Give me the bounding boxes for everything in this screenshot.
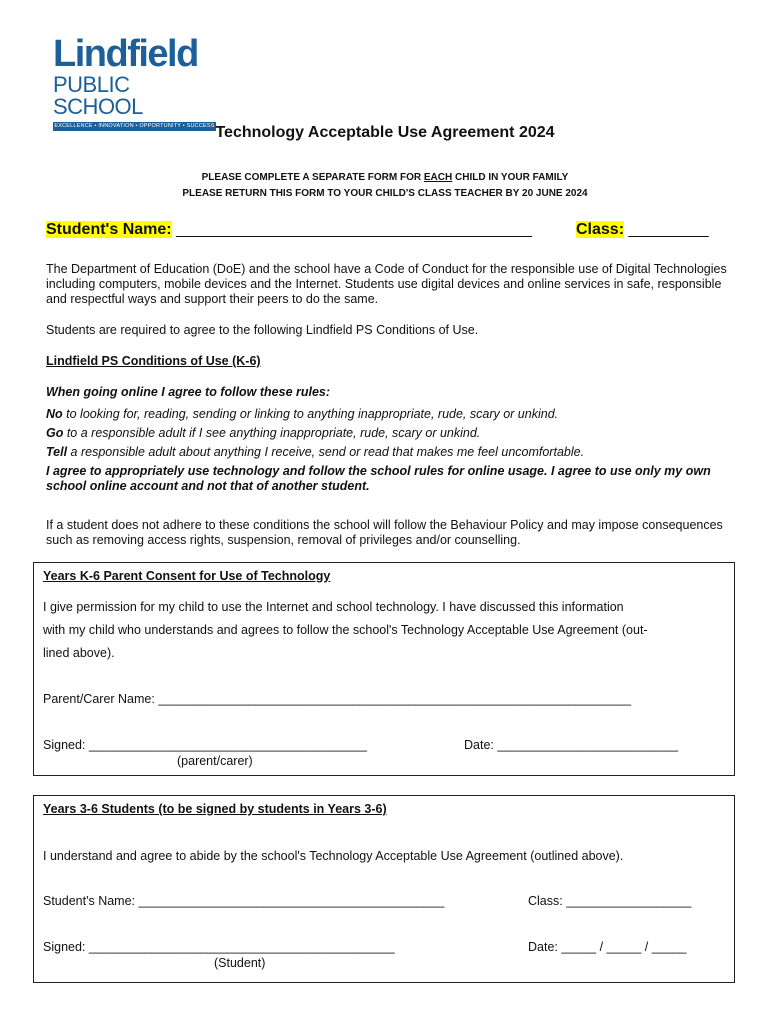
student-box-heading: Years 3-6 Students (to be signed by students in Years 3-6): [43, 802, 387, 816]
class-label: Class:: [576, 221, 625, 238]
student-date-field[interactable]: Date: _____ / _____ / _____: [528, 940, 687, 954]
logo-tagline: EXCELLENCE • INNOVATION • OPPORTUNITY • SUCCESS: [54, 123, 215, 129]
class-field[interactable]: [576, 221, 709, 239]
student-signature-field[interactable]: Signed: ____________________________________________: [43, 940, 395, 954]
instruction-line-2: PLEASE RETURN THIS FORM TO YOUR CHILD'S CLASS TEACHER BY 20 JUNE 2024: [182, 188, 588, 199]
rules-heading: When going online I agree to follow these rules:: [46, 385, 331, 399]
rule-no: No to looking for, reading, sending or linking to anything inappropriate, rude, scary or unkind.: [46, 407, 559, 421]
student-signature-box: [33, 795, 735, 983]
consequences-paragraph: If a student does not adhere to these conditions the school will follow the Behaviour Policy and may impose consequences such as removing access rights, suspension, removal of privileges and/or counselling.: [46, 518, 723, 547]
parent-consent-line-1: I give permission for my child to use the Internet and school technology. I have discussed this information: [43, 600, 624, 614]
each-emphasis: EACH: [423, 172, 453, 183]
intro-paragraph: The Department of Education (DoE) and the school have a Code of Conduct for the responsible use of Digital Technologies including computers, mobile devices and the Internet. Students use digital devices and online services in safe, responsible and respectful ways and support their peers to do the same.: [46, 262, 727, 306]
logo-subtitle: PUBLIC SCHOOL: [53, 72, 143, 119]
instruction-line-1: PLEASE COMPLETE A SEPARATE FORM FOR EACH CHILD IN YOUR FAMILY: [201, 172, 569, 183]
conditions-heading: Lindfield PS Conditions of Use (K-6): [46, 354, 261, 368]
student-class-field[interactable]: Class: __________________: [528, 894, 692, 908]
parent-name-field[interactable]: Parent/Carer Name: ____________________________________________________________________: [43, 692, 632, 706]
student-signature-caption: (Student): [214, 956, 266, 970]
logo-name: Lindfield: [53, 33, 198, 75]
rule-tell: Tell a responsible adult about anything I receive, send or read that makes me feel uncomfortable.: [46, 445, 585, 459]
student-name-label: Student's Name:: [46, 221, 172, 238]
parent-consent-line-3: lined above).: [43, 646, 115, 660]
student-name-line[interactable]: ________________________________________: [176, 221, 532, 238]
required-text: Students are required to agree to the following Lindfield PS Conditions of Use.: [46, 323, 479, 337]
parent-consent-box: [33, 562, 735, 776]
student-name-field[interactable]: [46, 221, 532, 239]
agreement-statement: I agree to appropriately use technology and follow the school rules for online usage. I agree to use only my own school online account and not that of another student.: [46, 464, 711, 493]
rule-go: Go to a responsible adult if I see anything inappropriate, rude, scary or unkind.: [46, 426, 481, 440]
page-title: Technology Acceptable Use Agreement 2024: [215, 124, 555, 141]
parent-date-field[interactable]: Date: __________________________: [464, 738, 679, 752]
parent-signature-caption: (parent/carer): [177, 754, 253, 768]
parent-signature-field[interactable]: Signed: ________________________________________: [43, 738, 367, 752]
parent-box-heading: Years K-6 Parent Consent for Use of Technology: [43, 569, 331, 583]
student-statement: I understand and agree to abide by the school's Technology Acceptable Use Agreement (outlined above).: [43, 849, 624, 863]
student-name-field-box[interactable]: Student's Name: ____________________________________________: [43, 894, 445, 908]
parent-consent-line-2: with my child who understands and agrees to follow the school's Technology Acceptable Use Agreement (out-: [43, 623, 648, 637]
class-line[interactable]: _________: [628, 221, 709, 238]
school-logo: [53, 35, 223, 131]
